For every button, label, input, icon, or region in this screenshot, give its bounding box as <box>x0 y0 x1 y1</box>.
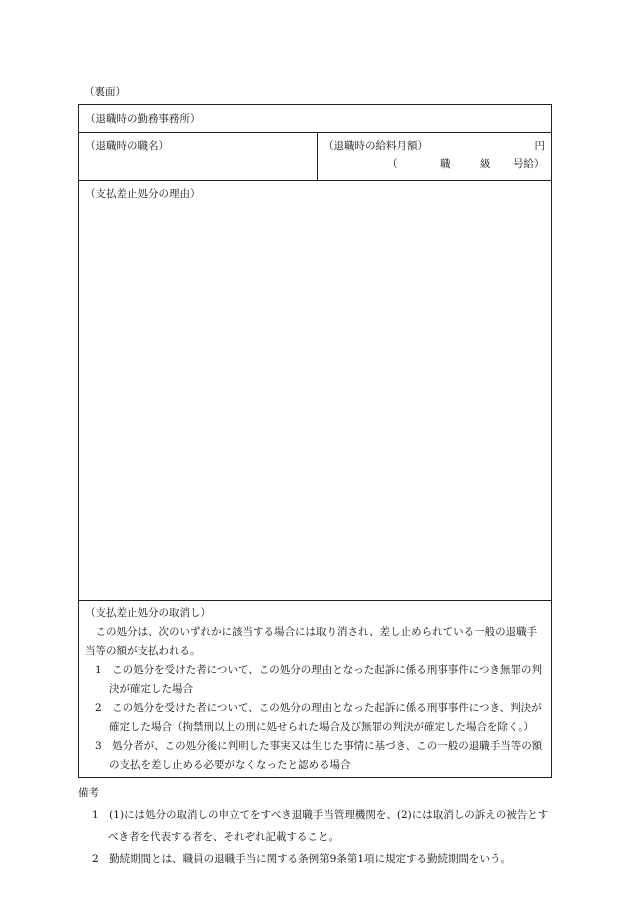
cancellation-heading: （支払差止処分の取消し） <box>85 607 211 619</box>
side-label: （裏面） <box>84 86 126 98</box>
note-item-1: 1 (1)には処分の取消しの申立てをすべき退職手当管理機関を、(2)には取消しの訴えの被告とすべき者を代表する者を、それぞれ記載すること。 <box>92 809 549 843</box>
position-salary-row <box>79 132 551 181</box>
notes-section <box>78 782 556 870</box>
salary-field <box>323 138 545 153</box>
salary-label: （退職時の給料月額） <box>323 140 428 152</box>
office-row <box>79 105 551 133</box>
cancellation-item-2: 2 この処分を受けた者について、この処分の理由となった起訴に係る刑事事件につき、判決が確定した場合（拘禁刑以上の刑に処せられた場合及び無罪の判決が確定した場合を除く。） <box>95 702 542 733</box>
reason-row <box>79 180 551 601</box>
note-item-2: 2 勤続期間とは、職員の退職手当に関する条例第9条第1項に規定する勤続期間をいう。 <box>92 853 512 865</box>
grade-kyu: 級 <box>480 158 491 170</box>
cancellation-intro: この処分は、次のいずれかに該当する場合には取り消され、差し止められている一般の退職手当等の額が支払われる。 <box>85 626 538 657</box>
cancellation-row <box>79 600 551 779</box>
form-table <box>78 104 552 778</box>
grade-gokyu: 号給） <box>513 158 545 170</box>
cancellation-section <box>85 604 545 775</box>
cancellation-item-1: 1 この処分を受けた者について、この処分の理由となった起訴に係る刑事事件につき無罪の判決が確定した場合 <box>95 664 543 695</box>
notes-title: 備考 <box>78 787 99 799</box>
cancellation-item-3: 3 処分者が、この処分後に判明した事実又は生じた事情に基づき、この一般の退職手当等の額の支払を差し止める必要がなくなったと認める場合 <box>95 740 543 771</box>
reason-label: （支払差止処分の理由） <box>85 188 201 200</box>
grade-shoku: 職 <box>440 158 451 170</box>
grade-open-paren: （ <box>387 158 398 170</box>
column-divider <box>317 132 318 180</box>
office-label: （退職時の勤務事務所） <box>85 113 201 125</box>
position-label: （退職時の職名） <box>85 140 169 152</box>
salary-unit: 円 <box>534 140 545 152</box>
grade-field <box>323 156 545 172</box>
